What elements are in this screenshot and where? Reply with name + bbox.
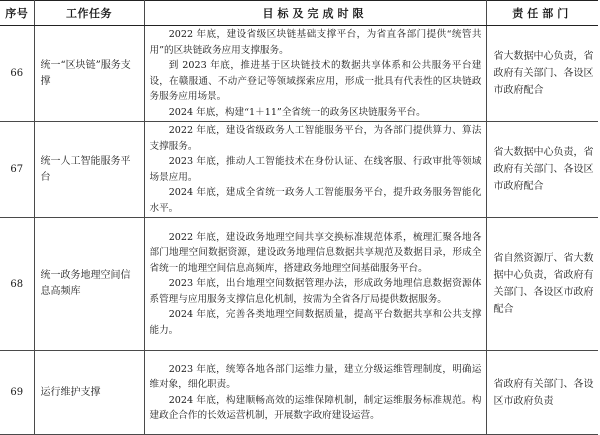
- header-no: 序号: [0, 1, 34, 26]
- task-name: 统一“区块链”服务支撑: [34, 26, 144, 122]
- goal-item: 2024 年底，构建“1＋11”全省统一的政务区块链服务平台。: [168, 106, 426, 118]
- goal-cell: [144, 26, 486, 122]
- responsible-dept: 省大数据中心负责，省政府有关部门、各设区市政府配合: [486, 122, 598, 218]
- goal-cell: [144, 351, 486, 435]
- task-name: 运行维护支撑: [34, 351, 144, 435]
- goal-item: 2022 年底，建设政务地理空间共享交换标准规范体系，梳理汇聚各地各部门地理空间数据资源，建设政务地理信息数据共享规范及数据目录，形成全省统一的地理空间信息高频库，搭建政务地理空间基础服务平台。: [149, 231, 482, 274]
- table-row: [0, 122, 598, 218]
- goal-cell: [144, 122, 486, 218]
- header-dept: 责任部门: [486, 1, 598, 26]
- goal-item: 2023 年底，出台地理空间数据管理办法，形成政务地理信息数据资源体系管理与应用服务支撑信息化机制，按需为全省各厅局提供数据服务。: [149, 278, 482, 305]
- header-goal: 目标及完成时限: [144, 1, 486, 26]
- table-row: [0, 218, 598, 351]
- table-row: [0, 351, 598, 435]
- table-row: [0, 26, 598, 122]
- task-name: 统一人工智能服务平台: [34, 122, 144, 218]
- row-number: 67: [0, 122, 34, 218]
- goal-item: 2024 年底，建成全省统一政务人工智能服务平台，提升政务服务智能化水平。: [149, 187, 482, 214]
- goal-item: 到 2023 年底，推进基于区块链技术的数据共享体系和公共服务平台建设，在赣服通、不动产登记等领域探索应用，形成一批具有代表性的区块链政务服务应用场景。: [149, 60, 482, 102]
- row-number: 68: [0, 218, 34, 351]
- goal-item: 2023 年底，统筹各地各部门运维力量，建立分级运维管理制度，明确运维对象，细化职责。: [149, 363, 482, 390]
- goal-cell: [144, 218, 486, 351]
- goal-item: 2023 年底，推动人工智能技术在身份认证、在线客服、行政审批等领域场景应用。: [149, 156, 482, 183]
- task-name: 统一政务地理空间信息高频库: [34, 218, 144, 351]
- goal-item: 2024 年底，构建顺畅高效的运维保障机制，制定运维服务标准规范。构建政企合作的长效运营机制，开展数字政府建设运营。: [149, 394, 482, 421]
- responsible-dept: 省大数据中心负责，省政府有关部门、各设区市政府配合: [486, 26, 598, 122]
- responsible-dept: 省自然资源厅、省大数据中心负责，省政府有关部门、各设区市政府配合: [486, 218, 598, 351]
- responsible-dept: 省政府有关部门、各设区市政府负责: [486, 351, 598, 435]
- header-task: 工作任务: [34, 1, 144, 26]
- goal-item: 2024 年底，完善各类地理空间数据质量，提高平台数据共享和公共支撑能力。: [149, 309, 482, 336]
- row-number: 66: [0, 26, 34, 122]
- goal-item: 2022 年底，建设省级政务人工智能服务平台，为各部门提供算力、算法支撑服务。: [149, 125, 482, 152]
- goal-item: 2022 年底，建设省级区块链基础支撑平台，为省直各部门提供“统管共用”的区块链政务应用支撑服务。: [149, 29, 482, 56]
- table-header-row: [0, 1, 598, 26]
- row-number: 69: [0, 351, 34, 435]
